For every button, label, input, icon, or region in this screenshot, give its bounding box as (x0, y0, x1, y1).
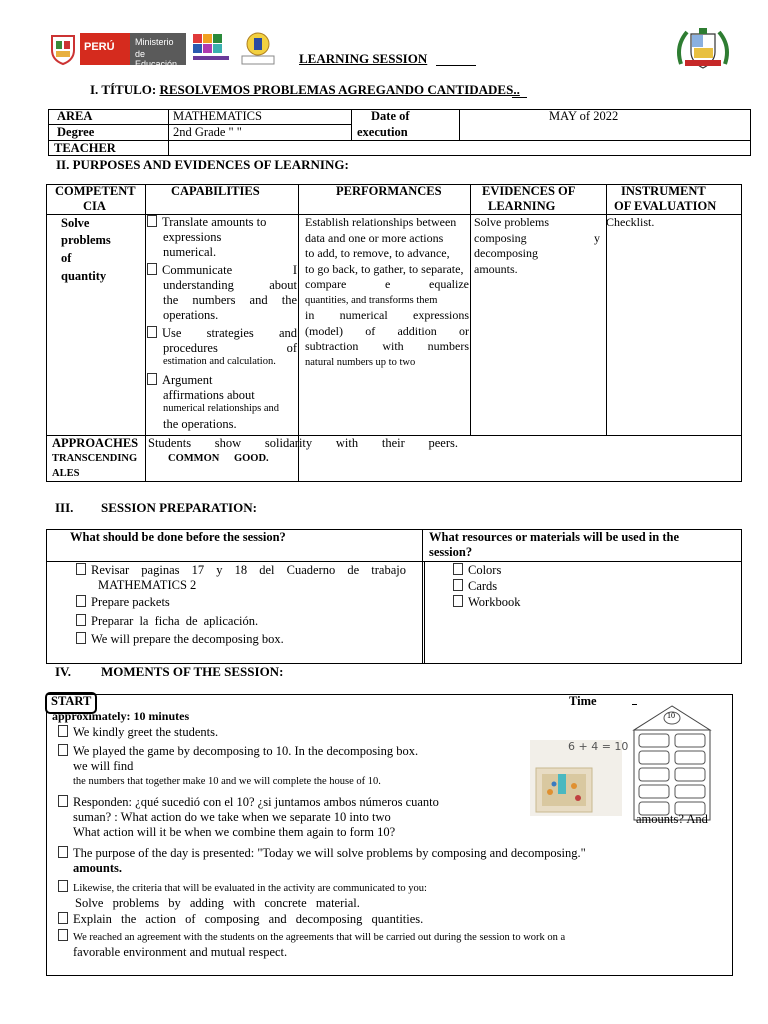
side-note: amounts? And (636, 812, 708, 826)
header-evidences-2: LEARNING (488, 199, 556, 213)
approaches-label-1: APPROACHES (52, 436, 139, 450)
material-item: Cards (453, 579, 497, 594)
regional-logo (190, 32, 232, 66)
date-value: MAY of 2022 (549, 109, 619, 123)
section4-title: MOMENTS OF THE SESSION: (101, 664, 284, 679)
checkbox-icon (453, 595, 463, 607)
before-session-header: What should be done before the session? (70, 530, 286, 544)
section2-title: II. PURPOSES AND EVIDENCES OF LEARNING: (56, 157, 349, 172)
checkbox-icon (147, 215, 157, 227)
approaches-value-1: Students show solidarity with their peers. (148, 436, 458, 450)
section1-heading (90, 82, 520, 98)
materials-header-1: What resources or materials will be used in the (429, 530, 679, 544)
date-label-1: Date of (371, 109, 410, 123)
capability-item: Argument affirmations about numerical relationships and the operations. (147, 373, 297, 432)
checkbox-icon (453, 563, 463, 575)
peru-coat-of-arms-icon (673, 26, 733, 72)
degree-label: Degree (57, 125, 95, 139)
degree-value: 2nd Grade " " (173, 125, 242, 139)
checkbox-icon (76, 614, 86, 626)
before-session-item: Revisar paginas 17 y 18 del Cuaderno de trabajo MATHEMATICS 2 (76, 563, 406, 593)
capability-item: Communicate I understanding about the numbers and the operations. (147, 263, 297, 323)
section3-number: III. (55, 500, 74, 515)
section4-number: IV. (55, 664, 72, 679)
area-label: AREA (57, 109, 93, 123)
checkbox-icon (147, 326, 157, 338)
checkbox-icon (453, 579, 463, 591)
session-title: LEARNING SESSION (299, 51, 428, 66)
time-label: Time (569, 694, 597, 708)
header-capabilities: CAPABILITIES (171, 184, 260, 198)
header-competence-2: CIA (83, 199, 106, 213)
competence-line: Solve (61, 216, 90, 230)
photo-caption: 6 + 4 = 10 (568, 740, 629, 753)
header-instrument-2: OF EVALUATION (614, 199, 717, 213)
approaches-label-3: ALES (52, 468, 80, 479)
minedu-line2: de Educación (135, 49, 178, 69)
before-session-item: Preparar la ficha de aplicación. (76, 614, 258, 629)
checkbox-icon (58, 846, 68, 858)
materials-header-2: session? (429, 545, 473, 559)
checkbox-icon (76, 563, 86, 575)
moment-item: We reached an agreement with the students on the agreements that will be carried out during the session to work on a favorable environment and mutual respect. (58, 929, 565, 960)
moment-item: We played the game by decomposing to 10. In the decomposing box. we will find the numbers that together make 10 and we will complete the house of 10. (58, 744, 418, 787)
minedu-line1: Ministerio (135, 37, 174, 47)
teacher-label: TEACHER (54, 141, 116, 155)
header-performances: PERFORMANCES (336, 184, 442, 198)
area-value: MATHEMATICS (173, 109, 262, 123)
start-label: START (51, 694, 92, 708)
section3-title: SESSION PREPARATION: (101, 500, 257, 515)
house-of-ten-diagram (630, 704, 714, 822)
school-logo (238, 30, 278, 68)
peru-label: PERÚ (84, 41, 115, 53)
checkbox-icon (58, 725, 68, 737)
checkbox-icon (147, 373, 157, 385)
approaches-label-2: TRANSCENDING (52, 453, 138, 464)
moment-item: We kindly greet the students. (58, 725, 218, 740)
moment-item: Explain the action of composing and decomposing quantities. (58, 912, 423, 927)
peru-shield-icon (48, 32, 78, 66)
capability-item: Translate amounts to expressions numerical. (147, 215, 297, 260)
evidences-text: Solve problems composing y decomposing amounts. (474, 215, 600, 276)
checkbox-icon (58, 912, 68, 924)
material-item: Colors (453, 563, 501, 578)
moment-item: The purpose of the day is presented: "Today we will solve problems by composing and decomposing." amounts. (58, 846, 586, 876)
before-session-item: Prepare packets (76, 595, 170, 610)
section1-title: RESOLVEMOS PROBLEMAS AGREGANDO CANTIDADES.. (159, 82, 520, 97)
checkbox-icon (76, 595, 86, 607)
competence-line: of (61, 251, 72, 265)
checkbox-icon (58, 744, 68, 756)
header-competence-1: COMPETENT (55, 184, 136, 198)
checkbox-icon (147, 263, 157, 275)
before-session-item: We will prepare the decomposing box. (76, 632, 284, 647)
minedu-logo (48, 32, 186, 69)
moment-item: Likewise, the criteria that will be evaluated in the activity are communicated to you: Solve problems by adding with concrete material. (58, 880, 427, 911)
header-evidences-1: EVIDENCES OF (482, 184, 576, 198)
house-number: 10 (667, 711, 675, 720)
approaches-value-2: COMMON GOOD. (168, 453, 269, 464)
competence-line: problems (61, 233, 111, 247)
material-item: Workbook (453, 595, 520, 610)
date-label-2: execution (357, 125, 408, 139)
instrument-value: Checklist. (606, 215, 655, 229)
checkbox-icon (58, 929, 68, 941)
performances-text: Establish relationships between data and one or more actions to add, to remove, to advance, to go back, to gather, to separate, compare e equalize quantities, and transforms them in numerical expressions (model) of addition or subtraction with numbers natural numbers up to two (305, 215, 469, 368)
competence-line: quantity (61, 269, 107, 283)
section1-label: I. TÍTULO: (90, 82, 157, 97)
duration-label: approximately: 10 minutes (52, 709, 190, 723)
header-instrument-1: INSTRUMENT (621, 184, 706, 198)
checkbox-icon (58, 795, 68, 807)
moment-item: Responden: ¿qué sucedió con el 10? ¿si juntamos ambos números cuanto suman? : What action do we take when we separate 10 into two What action will it be when we combine them again to form 10? (58, 795, 439, 840)
capability-item: Use strategies and procedures of estimation and calculation. (147, 326, 297, 367)
checkbox-icon (58, 880, 68, 892)
checkbox-icon (76, 632, 86, 644)
